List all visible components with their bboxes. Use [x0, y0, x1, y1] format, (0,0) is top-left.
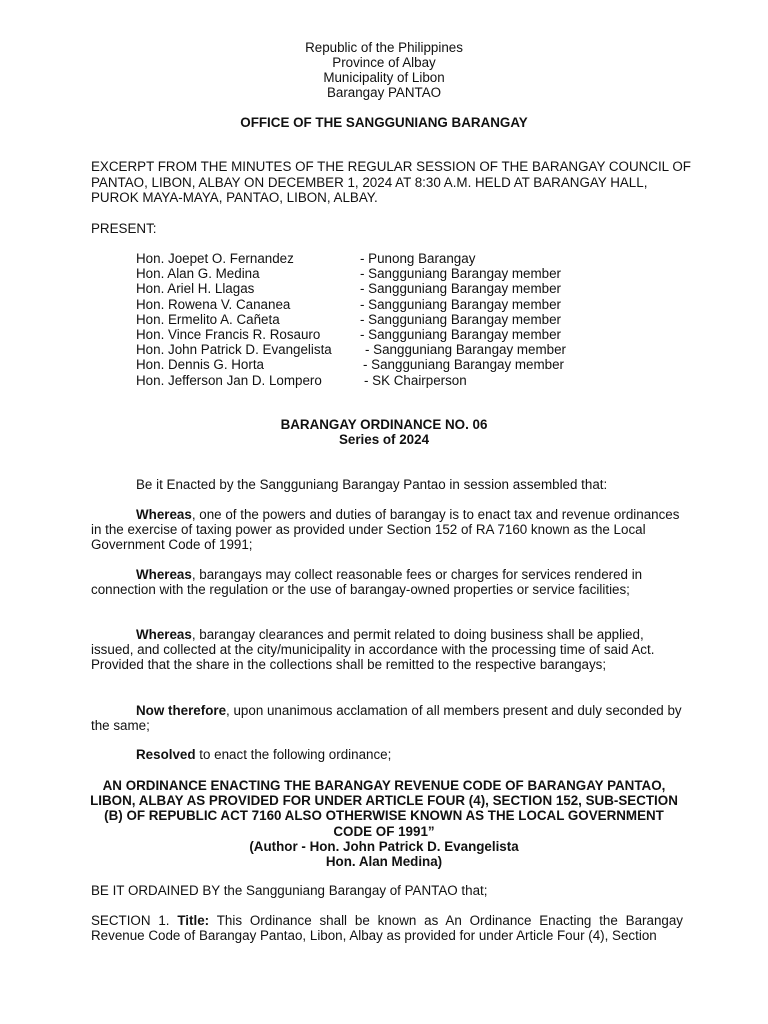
- clause-text: , one of the powers and duties of barangay is to enact tax and revenue ordinances in the exercise of taxing power as provided under Section 152 of RA 7160 known as the Local Government Code of 1991;: [91, 507, 680, 553]
- member-name: Hon. Rowena V. Cananea: [136, 296, 291, 312]
- ordinance-heading: [90, 778, 678, 869]
- ordinance-author-line-2: Hon. Alan Medina): [325, 854, 443, 870]
- roster-row: [136, 281, 566, 296]
- member-role: - Sangguniang Barangay member: [360, 311, 561, 327]
- member-role: - Sangguniang Barangay member: [363, 357, 564, 373]
- office-title: OFFICE OF THE SANGGUNIANG BARANGAY: [240, 115, 528, 130]
- member-role: - SK Chairperson: [364, 372, 467, 388]
- now-therefore-clause: [91, 703, 683, 733]
- letterhead-barangay: Barangay PANTAO: [326, 85, 442, 100]
- whereas-clause-3: [91, 627, 683, 673]
- ordinance-series: Series of 2024: [338, 432, 430, 447]
- member-name: Hon. Alan G. Medina: [136, 266, 260, 282]
- roster-row: [136, 327, 566, 342]
- present-label: PRESENT:: [91, 221, 157, 236]
- section-text: This Ordinance shall be known as An Ordinance Enacting the Barangay Revenue Code of Barangay Pantao, Libon, Albay as provided for under Article Four (4), Section: [91, 913, 683, 944]
- member-role: - Sangguniang Barangay member: [360, 266, 561, 282]
- clause-lead: Whereas: [136, 567, 192, 582]
- letterhead: [0, 40, 768, 100]
- clause-lead: Resolved: [136, 747, 196, 762]
- whereas-clause-1: [91, 507, 683, 553]
- member-name: Hon. Ermelito A. Cañeta: [136, 311, 280, 327]
- attendance-roster: [136, 251, 566, 388]
- member-name: Hon. Dennis G. Horta: [136, 357, 265, 373]
- letterhead-republic: Republic of the Philippines: [305, 40, 463, 55]
- roster-row: [136, 251, 566, 266]
- clause-text: , upon unanimous acclamation of all members present and duly seconded by the same;: [91, 703, 682, 734]
- roster-row: [136, 342, 566, 357]
- member-role: - Sangguniang Barangay member: [360, 296, 561, 312]
- ordinance-author-line-1: (Author - Hon. John Patrick D. Evangelista: [249, 838, 519, 854]
- member-name: Hon. John Patrick D. Evangelista: [136, 342, 332, 358]
- resolved-clause: [91, 747, 683, 762]
- member-name: Hon. Jefferson Jan D. Lompero: [136, 372, 322, 388]
- roster-row: [136, 312, 566, 327]
- member-role: - Sangguniang Barangay member: [360, 281, 561, 297]
- section-label: Title:: [177, 913, 210, 928]
- roster-row: [136, 357, 566, 372]
- letterhead-province: Province of Albay: [332, 55, 436, 70]
- member-name: Hon. Vince Francis R. Rosauro: [136, 327, 321, 343]
- clause-lead: Whereas: [136, 627, 192, 642]
- enactment-clause: Be it Enacted by the Sangguniang Barangay Pantao in session assembled that:: [136, 477, 608, 492]
- clause-text: , barangays may collect reasonable fees or charges for services rendered in connection with the regulation or the use of barangay-owned properties or service facilities;: [91, 567, 643, 598]
- section-prefix: SECTION 1.: [91, 913, 178, 928]
- clause-lead: Whereas: [136, 507, 192, 522]
- whereas-clause-2: [91, 567, 683, 597]
- member-name: Hon. Ariel H. Llagas: [136, 281, 255, 297]
- roster-row: [136, 373, 566, 388]
- letterhead-municipality: Municipality of Libon: [323, 70, 445, 85]
- clause-lead: Now therefore: [136, 703, 227, 718]
- member-role: - Sangguniang Barangay member: [365, 342, 566, 358]
- member-name: Hon. Joepet O. Fernandez: [136, 251, 294, 266]
- clause-text: , barangay clearances and permit related to doing business shall be applied, issued, and collected at the city/municipality in accordance with the processing time of said Act. Provided that the share in the collections shall be remitted to the respective barangays;: [91, 627, 655, 673]
- clause-text: to enact the following ordinance;: [195, 747, 392, 762]
- minutes-excerpt: EXCERPT FROM THE MINUTES OF THE REGULAR SESSION OF THE BARANGAY COUNCIL OF PANTAO, LIBON, ALBAY ON DECEMBER 1, 2024 AT 8:30 A.M. HELD AT BARANGAY HALL, PUROK MAYA-MAYA, PANTAO, LIBON, ALBAY.: [91, 159, 691, 205]
- ordained-clause: BE IT ORDAINED BY the Sangguniang Barangay of PANTAO that;: [91, 883, 488, 898]
- member-role: - Punong Barangay: [360, 251, 476, 266]
- section-1: [91, 913, 683, 943]
- roster-row: [136, 266, 566, 281]
- member-role: - Sangguniang Barangay member: [360, 327, 561, 343]
- ordinance-number: BARANGAY ORDINANCE NO. 06: [280, 417, 488, 432]
- ordinance-number-block: [0, 417, 768, 447]
- ordinance-title: AN ORDINANCE ENACTING THE BARANGAY REVENUE CODE OF BARANGAY PANTAO, LIBON, ALBAY AS PROVIDED FOR UNDER ARTICLE FOUR (4), SECTION 152, SUB-SECTION (B) OF REPUBLIC ACT 7160 ALSO OTHERWISE KNOWN AS THE LOCAL GOVERNMENT CODE OF 1991”: [90, 778, 678, 839]
- roster-row: [136, 297, 566, 312]
